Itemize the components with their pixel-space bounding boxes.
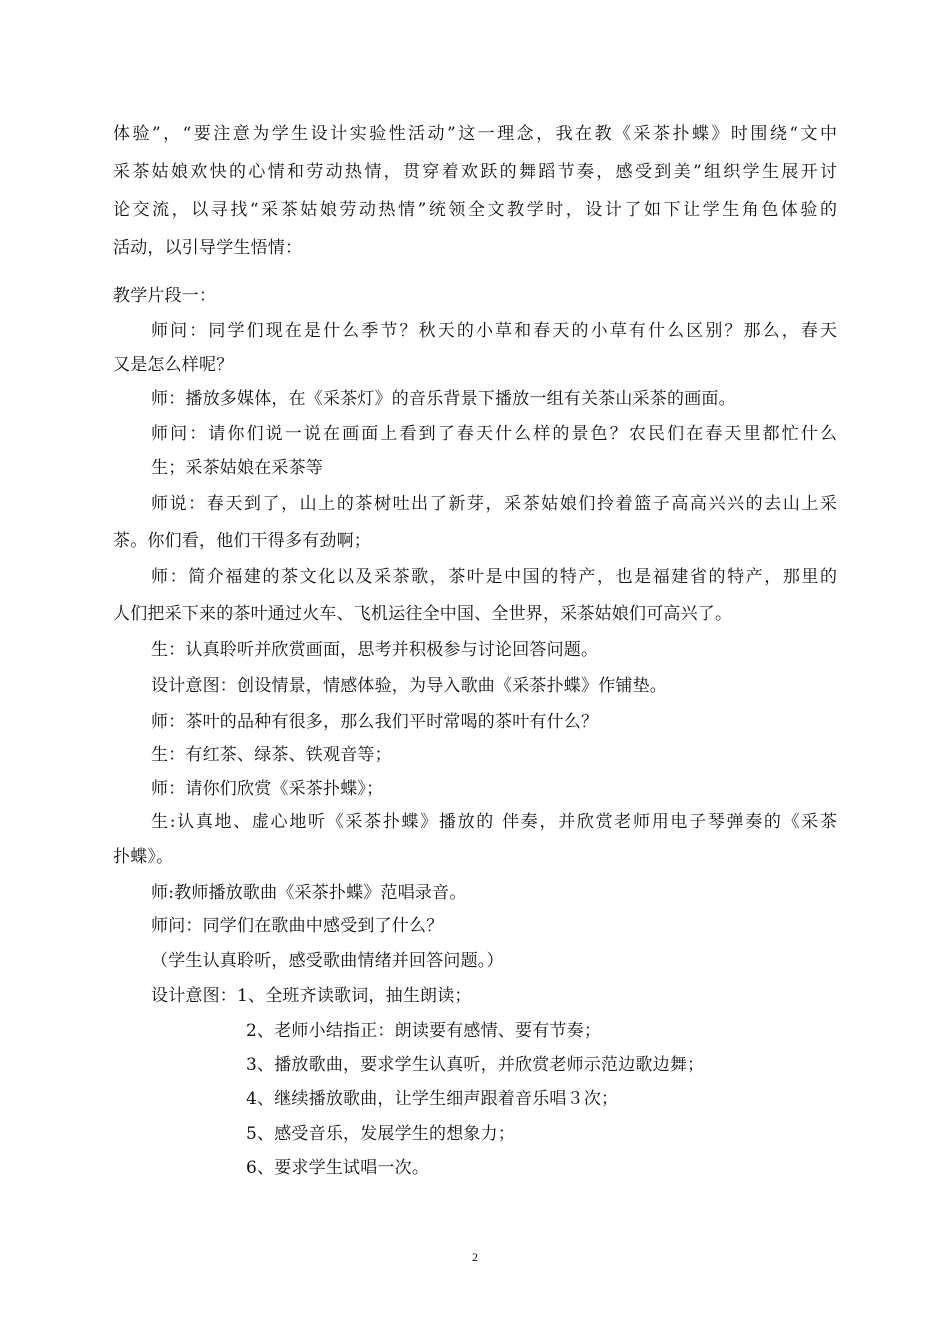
dialogue-line: 师:教师播放歌曲《采茶扑蝶》范唱录音。 — [151, 883, 467, 903]
design-list-item: 4、继续播放歌曲，让学生细声跟着音乐唱３次； — [246, 1089, 619, 1109]
dialogue-line: 生：有红茶、绿茶、铁观音等； — [151, 745, 392, 765]
intro-line-3: 论交流，以寻找“采茶姑娘劳动热情”统领全文教学时，设计了如下让学生角色体验的 — [113, 200, 837, 220]
intro-line-1: 体验”，“要注意为学生设计实验性活动”这一理念，我在教《采茶扑蝶》时围绕“文中 — [113, 124, 837, 144]
dialogue-line: 师：茶叶的品种有很多，那么我们平时常喝的茶叶有什么？ — [151, 712, 599, 732]
dialogue-line: 茶。你们看，他们干得多有劲啊； — [113, 531, 371, 551]
page-number: 2 — [472, 1250, 478, 1264]
dialogue-line: 设计意图：创设情景，情感体验，为导入歌曲《采茶扑蝶》作铺垫。 — [151, 676, 667, 696]
dialogue-line: 生；采茶姑娘在采茶等 — [151, 458, 323, 478]
dialogue-line: 又是怎么样呢？ — [113, 355, 234, 375]
dialogue-line: 生：认真聆听并欣赏画面，思考并积极参与讨论回答问题。 — [151, 640, 599, 660]
section-heading: 教学片段一： — [113, 286, 217, 306]
dialogue-line: 师：播放多媒体，在《采茶灯》的音乐背景下播放一组有关茶山采茶的画面。 — [151, 389, 736, 409]
design-list-item: 2、老师小结指正：朗读要有感情、要有节奏； — [246, 1021, 602, 1041]
intro-line-4: 活动，以引导学生悟情： — [113, 238, 303, 258]
intro-line-2: 采茶姑娘欢快的心情和劳动热情，贯穿着欢跃的舞蹈节奏，感受到美”组织学生展开讨 — [113, 162, 837, 182]
dialogue-line: 生:认真地、虚心地听《采茶扑蝶》播放的 伴奏，并欣赏老师用电子琴弹奏的《采茶 — [151, 812, 837, 832]
design-list-item: 3、播放歌曲，要求学生认真听，并欣赏老师示范边歌边舞； — [246, 1055, 705, 1075]
dialogue-line: 师：简介福建的茶文化以及采茶歌，茶叶是中国的特产，也是福建省的特产，那里的 — [151, 567, 837, 587]
design-list-item: 6、要求学生试唱一次。 — [246, 1158, 430, 1178]
dialogue-line: 扑蝶》。 — [113, 847, 174, 867]
design-list-item: 5、感受音乐，发展学生的想象力； — [246, 1124, 516, 1144]
dialogue-line: （学生认真聆听，感受歌曲情绪并回答问题。） — [151, 951, 504, 971]
dialogue-line: 师问：请你们说一说在画面上看到了春天什么样的景色？农民们在春天里都忙什么 — [151, 424, 837, 444]
dialogue-line: 师问：同学们在歌曲中感受到了什么？ — [151, 916, 444, 936]
dialogue-line: 设计意图：1、全班齐读歌词，抽生朗读； — [151, 986, 472, 1006]
dialogue-line: 师：请你们欣赏《采茶扑蝶》； — [151, 779, 384, 799]
dialogue-line: 师问：同学们现在是什么季节？秋天的小草和春天的小草有什么区别？那么，春天 — [151, 321, 837, 341]
dialogue-line: 师说：春天到了，山上的茶树吐出了新芽，采茶姑娘们拎着篮子高高兴兴的去山上采 — [151, 494, 837, 514]
dialogue-line: 人们把采下来的茶叶通过火车、飞机运往全中国、全世界，采茶姑娘们可高兴了。 — [113, 604, 733, 624]
